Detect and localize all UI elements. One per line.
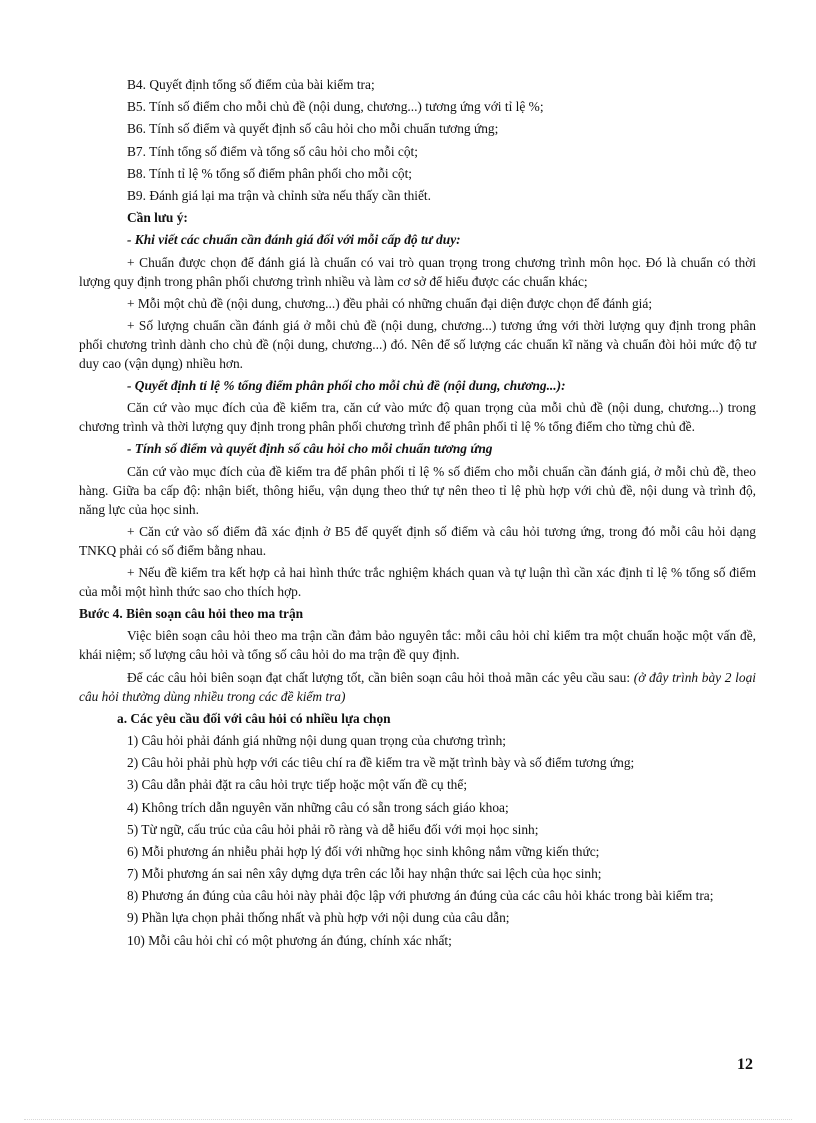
paragraph-text: + Căn cứ vào số điểm đã xác định ở B5 để quyết định số điểm và câu hỏi tương ứng, trong đó mỗi câu hỏi dạng TNKQ phải có số điểm bằng nhau. [79, 523, 756, 558]
paragraph-21 [79, 709, 756, 728]
paragraph-text: - Khi viết các chuẩn cần đánh giá đối với mỗi cấp độ tư duy: [127, 232, 461, 248]
paragraph-13 [79, 398, 756, 436]
paragraph-24 [79, 775, 756, 794]
paragraph-text: a. Các yêu cầu đối với câu hỏi có nhiều lựa chọn [117, 710, 391, 726]
paragraph-text: B4. Quyết định tổng số điểm của bài kiểm tra; [127, 77, 375, 92]
paragraph-text: 1) Câu hỏi phải đánh giá những nội dung quan trọng của chương trình; [127, 732, 506, 748]
paragraph-text: + Chuẩn được chọn để đánh giá là chuẩn có vai trò quan trọng trong chương trình môn học. Đó là chuẩn có thời lượng quy định trong phân phối chương trình nhiều và làm cơ sở để hiểu được các chuẩn khác; [79, 254, 756, 289]
document-body [79, 75, 756, 953]
paragraph-20 [79, 668, 756, 706]
paragraph-text: Căn cứ vào mục đích của đề kiểm tra để phân phối tỉ lệ % số điểm cho mỗi chuẩn cần đánh giá, ở mỗi chủ đề, theo hàng. Giữa ba cấp độ: nhận biết, thông hiểu, vận dụng theo thứ tự nên theo tỉ lệ phù hợp với chủ đề, nội dung và trình độ, năng lực của học sinh. [79, 463, 756, 517]
paragraph-text: 5) Từ ngữ, cấu trúc của câu hỏi phải rõ ràng và dễ hiểu đối với mọi học sinh; [127, 821, 539, 837]
paragraph-text: 10) Mỗi câu hỏi chỉ có một phương án đúng, chính xác nhất; [127, 932, 452, 948]
paragraph-text: 9) Phần lựa chọn phải thống nhất và phù hợp với nội dung của câu dẫn; [127, 910, 510, 926]
paragraph-8 [79, 230, 756, 249]
paragraph-text: 7) Mỗi phương án sai nên xây dựng dựa trên các lỗi hay nhận thức sai lệch của học sinh; [127, 866, 602, 882]
paragraph-2 [79, 97, 756, 116]
paragraph-text: 4) Không trích dẫn nguyên văn những câu có sẵn trong sách giáo khoa; [127, 799, 509, 815]
paragraph-text: + Mỗi một chủ đề (nội dung, chương...) đều phải có những chuẩn đại diện được chọn để đánh giá; [127, 295, 653, 311]
paragraph-30 [79, 908, 756, 927]
paragraph-text: Bước 4. Biên soạn câu hỏi theo ma trận [79, 606, 304, 622]
paragraph-text: Cần lưu ý: [127, 210, 188, 226]
paragraph-22 [79, 731, 756, 750]
paragraph-25 [79, 798, 756, 817]
paragraph-text: 6) Mỗi phương án nhiễu phải hợp lý đối với những học sinh không nắm vững kiến thức; [127, 843, 600, 859]
paragraph-italic-note: (ở đây trình bày 2 loại câu hỏi thường dùng nhiều trong các đề kiểm tra) [79, 669, 756, 704]
paragraph-text: 2) Câu hỏi phải phù hợp với các tiêu chí ra đề kiểm tra về mặt trình bày và số điểm tương ứng; [127, 755, 635, 771]
paragraph-23 [79, 753, 756, 772]
paragraph-12 [79, 376, 756, 395]
paragraph-text: Việc biên soạn câu hỏi theo ma trận cần đảm bảo nguyên tắc: mỗi câu hỏi chỉ kiểm tra một chuẩn hoặc một vấn đề, khái niệm; số lượng câu hỏi và tổng số câu hỏi do ma trận đề quy định. [79, 628, 756, 663]
paragraph-15 [79, 462, 756, 519]
paragraph-text: - Quyết định tỉ lệ % tổng điểm phân phối cho mỗi chủ đề (nội dung, chương...): [127, 378, 566, 394]
paragraph-text: + Nếu đề kiểm tra kết hợp cả hai hình thức trắc nghiệm khách quan và tự luận thì cần xác định tỉ lệ % tổng số điểm của mỗi một hình thức sao cho thích hợp. [79, 565, 756, 599]
paragraph-14 [79, 439, 756, 458]
paragraph-19 [79, 626, 756, 664]
paragraph-11 [79, 316, 756, 373]
paragraph-1 [79, 75, 756, 94]
paragraph-text: B8. Tính tỉ lệ % tổng số điểm phân phối cho mỗi cột; [127, 165, 413, 181]
paragraph-6 [79, 186, 756, 205]
paragraph-31 [79, 931, 756, 950]
page-number: 12 [737, 1056, 753, 1073]
paragraph-text: Để các câu hỏi biên soạn đạt chất lượng tốt, cần biên soạn câu hỏi thoả mãn các yêu cầu sau: [127, 669, 634, 685]
paragraph-7 [79, 208, 756, 227]
paragraph-text: B5. Tính số điểm cho mỗi chủ đề (nội dung, chương...) tương ứng với tỉ lệ %; [127, 99, 544, 115]
paragraph-18 [79, 604, 756, 623]
paragraph-text: B7. Tính tổng số điểm và tổng số câu hỏi cho mỗi cột; [127, 143, 418, 159]
paragraph-28 [79, 864, 756, 883]
paragraph-text: + Số lượng chuẩn cần đánh giá ở mỗi chủ đề (nội dung, chương...) tương ứng với thời lượng quy định trong phân phối chương trình dành cho chủ đề (nội dung, chương...) đó. Nên để số lượng các chuẩn kĩ năng và chuẩn đòi hỏi mức độ tư duy cao (vận dụng) nhiều hơn. [79, 317, 756, 371]
paragraph-3 [79, 119, 756, 138]
paragraph-5 [79, 164, 756, 183]
paragraph-text: - Tính số điểm và quyết định số câu hỏi cho mỗi chuẩn tương ứng [127, 441, 493, 457]
paragraph-text: Căn cứ vào mục đích của đề kiểm tra, căn cứ vào mức độ quan trọng của mỗi chủ đề (nội dung, chương...) trong chương trình và thời lượng quy định trong phân phối chương trình để phân phối tỉ lệ % tổng điểm cho từng chủ đề. [79, 400, 756, 435]
paragraph-17 [79, 563, 756, 601]
paragraph-27 [79, 842, 756, 861]
paragraph-29 [79, 886, 756, 905]
paragraph-16 [79, 522, 756, 560]
paragraph-4 [79, 142, 756, 161]
page-divider [24, 1119, 792, 1120]
paragraph-text: B6. Tính số điểm và quyết định số câu hỏi cho mỗi chuẩn tương ứng; [127, 121, 499, 137]
paragraph-9 [79, 253, 756, 291]
paragraph-text: 8) Phương án đúng của câu hỏi này phải độc lập với phương án đúng của các câu hỏi khác trong bài kiểm tra; [127, 888, 714, 904]
paragraph-10 [79, 294, 756, 313]
paragraph-text: 3) Câu dẫn phải đặt ra câu hỏi trực tiếp hoặc một vấn đề cụ thể; [127, 777, 468, 793]
paragraph-text: B9. Đánh giá lại ma trận và chỉnh sửa nếu thấy cần thiết. [127, 187, 431, 203]
paragraph-26 [79, 820, 756, 839]
